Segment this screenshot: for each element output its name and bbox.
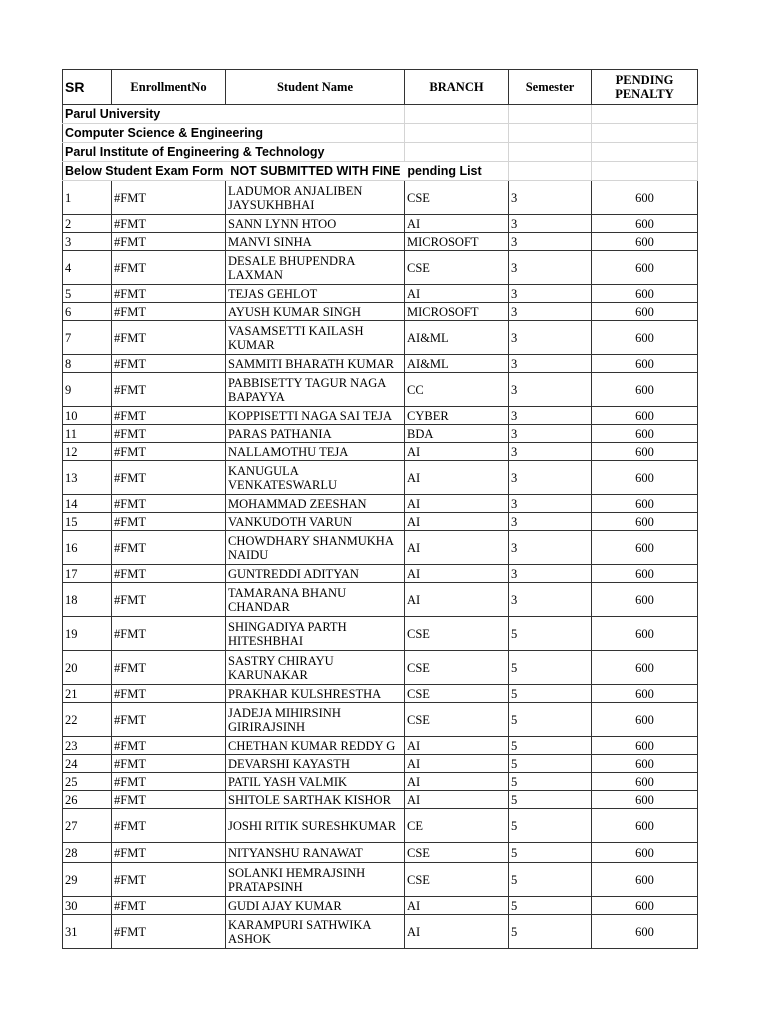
col-sr: SR (63, 70, 112, 105)
cell-student-name: DESALE BHUPENDRA LAXMAN (226, 251, 405, 285)
cell-sr: 26 (63, 791, 112, 809)
cell-sr: 13 (63, 461, 112, 495)
cell-pending-penalty: 600 (592, 843, 698, 863)
cell-branch: AI (405, 443, 509, 461)
cell-student-name: KARAMPURI SATHWIKA ASHOK (226, 915, 405, 949)
cell-sr: 12 (63, 443, 112, 461)
cell-pending-penalty: 600 (592, 513, 698, 531)
cell-enrollment: #FMT (112, 215, 226, 233)
cell-enrollment: #FMT (112, 443, 226, 461)
cell-pending-penalty: 600 (592, 773, 698, 791)
cell-branch: AI (405, 897, 509, 915)
cell-enrollment: #FMT (112, 685, 226, 703)
cell-sr: 27 (63, 809, 112, 843)
cell-branch: AI (405, 755, 509, 773)
cell-pending-penalty: 600 (592, 461, 698, 495)
col-semester: Semester (509, 70, 592, 105)
cell-sr: 19 (63, 617, 112, 651)
cell-semester: 5 (509, 651, 592, 685)
table-row (63, 617, 698, 651)
cell-sr: 2 (63, 215, 112, 233)
table-row (63, 531, 698, 565)
cell-sr: 20 (63, 651, 112, 685)
cell-semester: 5 (509, 809, 592, 843)
cell-semester: 3 (509, 583, 592, 617)
cell-pending-penalty: 600 (592, 583, 698, 617)
cell-sr: 11 (63, 425, 112, 443)
cell-enrollment: #FMT (112, 233, 226, 251)
cell-sr: 28 (63, 843, 112, 863)
cell-semester: 3 (509, 443, 592, 461)
cell-enrollment: #FMT (112, 251, 226, 285)
cell-semester: 3 (509, 233, 592, 251)
cell-semester: 3 (509, 425, 592, 443)
cell-semester: 5 (509, 791, 592, 809)
cell-branch: CSE (405, 843, 509, 863)
cell-branch: CSE (405, 685, 509, 703)
cell-branch: AI (405, 565, 509, 583)
cell-enrollment: #FMT (112, 373, 226, 407)
cell-sr: 14 (63, 495, 112, 513)
table-row (63, 321, 698, 355)
cell-sr: 21 (63, 685, 112, 703)
cell-semester: 3 (509, 355, 592, 373)
table-row (63, 583, 698, 617)
cell-student-name: GUNTREDDI ADITYAN (226, 565, 405, 583)
university-name: Parul University (63, 105, 226, 124)
pending-list-table (62, 69, 698, 949)
cell-enrollment: #FMT (112, 703, 226, 737)
table-row (63, 233, 698, 251)
cell-semester: 5 (509, 915, 592, 949)
cell-student-name: VASAMSETTI KAILASH KUMAR (226, 321, 405, 355)
cell-sr: 15 (63, 513, 112, 531)
cell-branch: CSE (405, 651, 509, 685)
table-row (63, 809, 698, 843)
table-row (63, 215, 698, 233)
cell-pending-penalty: 600 (592, 251, 698, 285)
cell-semester: 3 (509, 565, 592, 583)
cell-pending-penalty: 600 (592, 355, 698, 373)
cell-student-name: SAMMITI BHARATH KUMAR (226, 355, 405, 373)
cell-pending-penalty: 600 (592, 755, 698, 773)
spreadsheet (62, 69, 697, 949)
cell-sr: 4 (63, 251, 112, 285)
table-row (63, 407, 698, 425)
cell-pending-penalty: 600 (592, 915, 698, 949)
cell-student-name: PARAS PATHANIA (226, 425, 405, 443)
col-pending-penalty: PENDING PENALTY (592, 70, 698, 105)
cell-enrollment: #FMT (112, 531, 226, 565)
cell-sr: 30 (63, 897, 112, 915)
cell-semester: 3 (509, 407, 592, 425)
cell-pending-penalty: 600 (592, 181, 698, 215)
cell-enrollment: #FMT (112, 425, 226, 443)
cell-branch: AI&ML (405, 321, 509, 355)
cell-branch: CSE (405, 617, 509, 651)
cell-pending-penalty: 600 (592, 737, 698, 755)
cell-student-name: NALLAMOTHU TEJA (226, 443, 405, 461)
institute-name: Parul Institute of Engineering & Technology (63, 143, 405, 162)
table-row (63, 285, 698, 303)
cell-sr: 25 (63, 773, 112, 791)
table-row (63, 565, 698, 583)
cell-branch: AI (405, 773, 509, 791)
cell-student-name: AYUSH KUMAR SINGH (226, 303, 405, 321)
cell-pending-penalty: 600 (592, 685, 698, 703)
cell-branch: CC (405, 373, 509, 407)
table-row (63, 651, 698, 685)
list-description: Below Student Exam Form NOT SUBMITTED WITH FINE pending List (63, 162, 509, 181)
cell-semester: 3 (509, 461, 592, 495)
cell-pending-penalty: 600 (592, 285, 698, 303)
cell-student-name: JOSHI RITIK SURESHKUMAR (226, 809, 405, 843)
cell-enrollment: #FMT (112, 355, 226, 373)
cell-enrollment: #FMT (112, 863, 226, 897)
cell-student-name: KANUGULA VENKATESWARLU (226, 461, 405, 495)
cell-student-name: NITYANSHU RANAWAT (226, 843, 405, 863)
cell-semester: 5 (509, 897, 592, 915)
cell-student-name: PATIL YASH VALMIK (226, 773, 405, 791)
cell-branch: BDA (405, 425, 509, 443)
cell-student-name: PRAKHAR KULSHRESTHA (226, 685, 405, 703)
cell-student-name: PABBISETTY TAGUR NAGA BAPAYYA (226, 373, 405, 407)
cell-pending-penalty: 600 (592, 215, 698, 233)
cell-student-name: GUDI AJAY KUMAR (226, 897, 405, 915)
cell-student-name: MANVI SINHA (226, 233, 405, 251)
cell-enrollment: #FMT (112, 737, 226, 755)
department-name: Computer Science & Engineering (63, 124, 405, 143)
cell-student-name: SANN LYNN HTOO (226, 215, 405, 233)
cell-sr: 1 (63, 181, 112, 215)
cell-pending-penalty: 600 (592, 565, 698, 583)
cell-branch: CSE (405, 181, 509, 215)
cell-semester: 3 (509, 513, 592, 531)
cell-branch: AI&ML (405, 355, 509, 373)
cell-sr: 6 (63, 303, 112, 321)
cell-sr: 10 (63, 407, 112, 425)
cell-enrollment: #FMT (112, 915, 226, 949)
cell-branch: AI (405, 791, 509, 809)
table-row (63, 773, 698, 791)
cell-sr: 7 (63, 321, 112, 355)
cell-student-name: KOPPISETTI NAGA SAI TEJA (226, 407, 405, 425)
cell-student-name: SASTRY CHIRAYU KARUNAKAR (226, 651, 405, 685)
cell-semester: 3 (509, 285, 592, 303)
table-row (63, 791, 698, 809)
cell-student-name: CHETHAN KUMAR REDDY G (226, 737, 405, 755)
cell-pending-penalty: 600 (592, 809, 698, 843)
report-header (63, 105, 698, 181)
table-row (63, 843, 698, 863)
cell-pending-penalty: 600 (592, 897, 698, 915)
cell-pending-penalty: 600 (592, 425, 698, 443)
cell-semester: 5 (509, 737, 592, 755)
cell-branch: MICROSOFT (405, 303, 509, 321)
column-headers (63, 70, 698, 105)
table-row (63, 863, 698, 897)
cell-enrollment: #FMT (112, 617, 226, 651)
cell-pending-penalty: 600 (592, 443, 698, 461)
table-row (63, 181, 698, 215)
cell-student-name: MOHAMMAD ZEESHAN (226, 495, 405, 513)
cell-student-name: TEJAS GEHLOT (226, 285, 405, 303)
cell-student-name: DEVARSHI KAYASTH (226, 755, 405, 773)
cell-enrollment: #FMT (112, 791, 226, 809)
cell-semester: 5 (509, 617, 592, 651)
cell-semester: 5 (509, 843, 592, 863)
cell-pending-penalty: 600 (592, 531, 698, 565)
cell-semester: 5 (509, 703, 592, 737)
cell-enrollment: #FMT (112, 303, 226, 321)
cell-enrollment: #FMT (112, 461, 226, 495)
cell-branch: CSE (405, 251, 509, 285)
cell-semester: 5 (509, 863, 592, 897)
cell-semester: 3 (509, 251, 592, 285)
table-row (63, 425, 698, 443)
cell-sr: 23 (63, 737, 112, 755)
cell-pending-penalty: 600 (592, 495, 698, 513)
col-student-name: Student Name (226, 70, 405, 105)
cell-pending-penalty: 600 (592, 373, 698, 407)
cell-enrollment: #FMT (112, 755, 226, 773)
table-row (63, 703, 698, 737)
cell-sr: 29 (63, 863, 112, 897)
cell-branch: AI (405, 737, 509, 755)
cell-enrollment: #FMT (112, 843, 226, 863)
cell-student-name: SHITOLE SARTHAK KISHOR (226, 791, 405, 809)
cell-student-name: TAMARANA BHANU CHANDAR (226, 583, 405, 617)
cell-enrollment: #FMT (112, 565, 226, 583)
cell-semester: 3 (509, 495, 592, 513)
cell-sr: 16 (63, 531, 112, 565)
cell-pending-penalty: 600 (592, 791, 698, 809)
cell-pending-penalty: 600 (592, 303, 698, 321)
cell-student-name: VANKUDOTH VARUN (226, 513, 405, 531)
cell-student-name: JADEJA MIHIRSINH GIRIRAJSINH (226, 703, 405, 737)
cell-branch: AI (405, 215, 509, 233)
cell-enrollment: #FMT (112, 407, 226, 425)
cell-enrollment: #FMT (112, 809, 226, 843)
cell-enrollment: #FMT (112, 321, 226, 355)
cell-semester: 3 (509, 373, 592, 407)
cell-sr: 8 (63, 355, 112, 373)
cell-semester: 3 (509, 303, 592, 321)
cell-semester: 3 (509, 215, 592, 233)
cell-semester: 5 (509, 773, 592, 791)
table-row (63, 251, 698, 285)
cell-sr: 22 (63, 703, 112, 737)
cell-pending-penalty: 600 (592, 617, 698, 651)
student-rows (63, 181, 698, 949)
col-branch: BRANCH (405, 70, 509, 105)
cell-branch: MICROSOFT (405, 233, 509, 251)
cell-branch: CYBER (405, 407, 509, 425)
cell-branch: AI (405, 461, 509, 495)
table-row (63, 737, 698, 755)
table-row (63, 685, 698, 703)
cell-sr: 9 (63, 373, 112, 407)
cell-semester: 3 (509, 181, 592, 215)
table-row (63, 355, 698, 373)
cell-pending-penalty: 600 (592, 651, 698, 685)
cell-semester: 3 (509, 321, 592, 355)
cell-branch: AI (405, 915, 509, 949)
cell-branch: CSE (405, 703, 509, 737)
cell-sr: 24 (63, 755, 112, 773)
cell-enrollment: #FMT (112, 181, 226, 215)
cell-branch: AI (405, 531, 509, 565)
table-row (63, 303, 698, 321)
cell-student-name: CHOWDHARY SHANMUKHA NAIDU (226, 531, 405, 565)
cell-enrollment: #FMT (112, 773, 226, 791)
cell-semester: 3 (509, 531, 592, 565)
cell-pending-penalty: 600 (592, 233, 698, 251)
cell-enrollment: #FMT (112, 897, 226, 915)
cell-branch: AI (405, 495, 509, 513)
table-row (63, 461, 698, 495)
cell-student-name: SHINGADIYA PARTH HITESHBHAI (226, 617, 405, 651)
cell-branch: AI (405, 583, 509, 617)
cell-branch: AI (405, 285, 509, 303)
table-row (63, 915, 698, 949)
cell-sr: 31 (63, 915, 112, 949)
cell-enrollment: #FMT (112, 513, 226, 531)
cell-pending-penalty: 600 (592, 703, 698, 737)
cell-sr: 18 (63, 583, 112, 617)
table-row (63, 513, 698, 531)
cell-sr: 17 (63, 565, 112, 583)
cell-pending-penalty: 600 (592, 863, 698, 897)
col-enrollment: EnrollmentNo (112, 70, 226, 105)
cell-sr: 3 (63, 233, 112, 251)
cell-branch: AI (405, 513, 509, 531)
cell-enrollment: #FMT (112, 651, 226, 685)
cell-pending-penalty: 600 (592, 321, 698, 355)
cell-semester: 5 (509, 685, 592, 703)
cell-branch: CSE (405, 863, 509, 897)
cell-enrollment: #FMT (112, 583, 226, 617)
cell-enrollment: #FMT (112, 495, 226, 513)
cell-student-name: SOLANKI HEMRAJSINH PRATAPSINH (226, 863, 405, 897)
table-row (63, 495, 698, 513)
cell-student-name: LADUMOR ANJALIBEN JAYSUKHBHAI (226, 181, 405, 215)
table-row (63, 373, 698, 407)
table-row (63, 897, 698, 915)
cell-sr: 5 (63, 285, 112, 303)
cell-enrollment: #FMT (112, 285, 226, 303)
cell-semester: 5 (509, 755, 592, 773)
cell-branch: CE (405, 809, 509, 843)
cell-pending-penalty: 600 (592, 407, 698, 425)
table-row (63, 755, 698, 773)
table-row (63, 443, 698, 461)
